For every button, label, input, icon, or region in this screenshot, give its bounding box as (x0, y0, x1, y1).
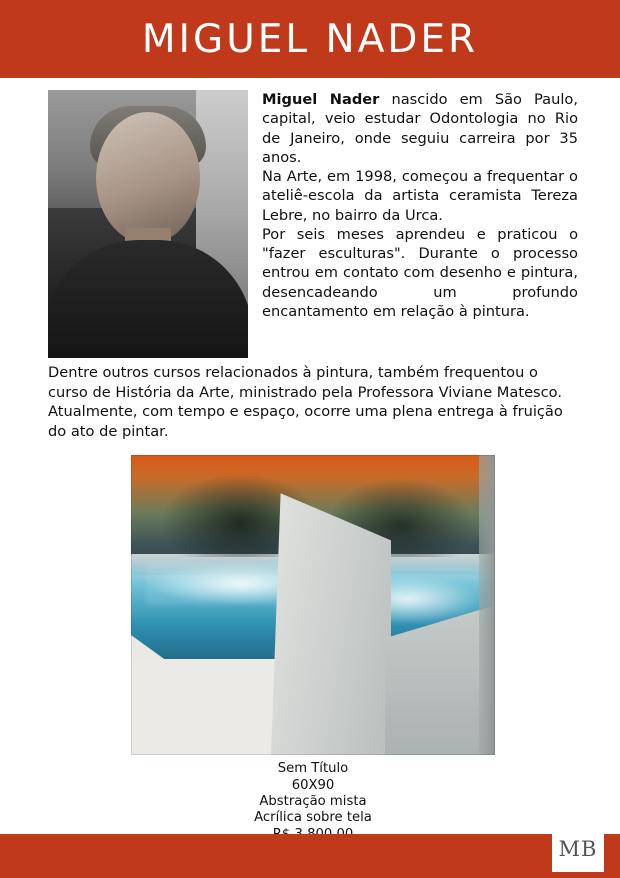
footer-bar (0, 834, 620, 878)
bio-paragraph-4: Dentre outros cursos relacionados à pintura, também frequentou o curso de História da Arte, ministrado pela Professora Viviane Matesco. (48, 364, 562, 401)
artwork-border (131, 455, 495, 755)
artwork-image (131, 455, 495, 755)
bio-paragraph-5: Atualmente, com tempo e espaço, ocorre uma plena entrega à fruição do ato de pintar. (48, 403, 563, 440)
bio-text-column (262, 90, 578, 321)
bio-paragraph-1 (262, 90, 578, 167)
header-bar (0, 0, 620, 78)
portrait-head (96, 112, 200, 244)
caption-medium: Acrílica sobre tela (254, 810, 372, 826)
footer-logo-text: MB (558, 837, 598, 861)
bio-bottom-section (48, 363, 578, 441)
artwork-caption (48, 761, 578, 843)
caption-dimensions: 60X90 (291, 777, 335, 793)
document-content (0, 78, 620, 843)
bio-paragraph-2: Na Arte, em 1998, começou a frequentar o ateliê-escola da artista ceramista Tereza Lebre, no bairro da Urca. (262, 168, 578, 224)
artist-portrait-image (48, 90, 248, 358)
caption-title: Sem Título (277, 761, 349, 777)
artist-name-bold: Miguel Nader (262, 91, 380, 108)
bio-paragraph-1-rest: nascido em São Paulo, capital, veio estudar Odontologia no Rio de Janeiro, onde seguiu carreira por 35 anos. (262, 91, 578, 166)
footer-logo (552, 826, 604, 872)
artwork-wrapper (48, 455, 578, 755)
bio-top-section (48, 90, 578, 358)
caption-technique: Abstração mista (259, 793, 367, 809)
page-title: MIGUEL NADER (141, 16, 479, 62)
bio-paragraph-3: Por seis meses aprendeu e praticou o "fazer esculturas". Durante o processo entrou em contato com desenho e pintura, desencadeando um profundo encantamento em relação à pintura. (262, 225, 578, 320)
